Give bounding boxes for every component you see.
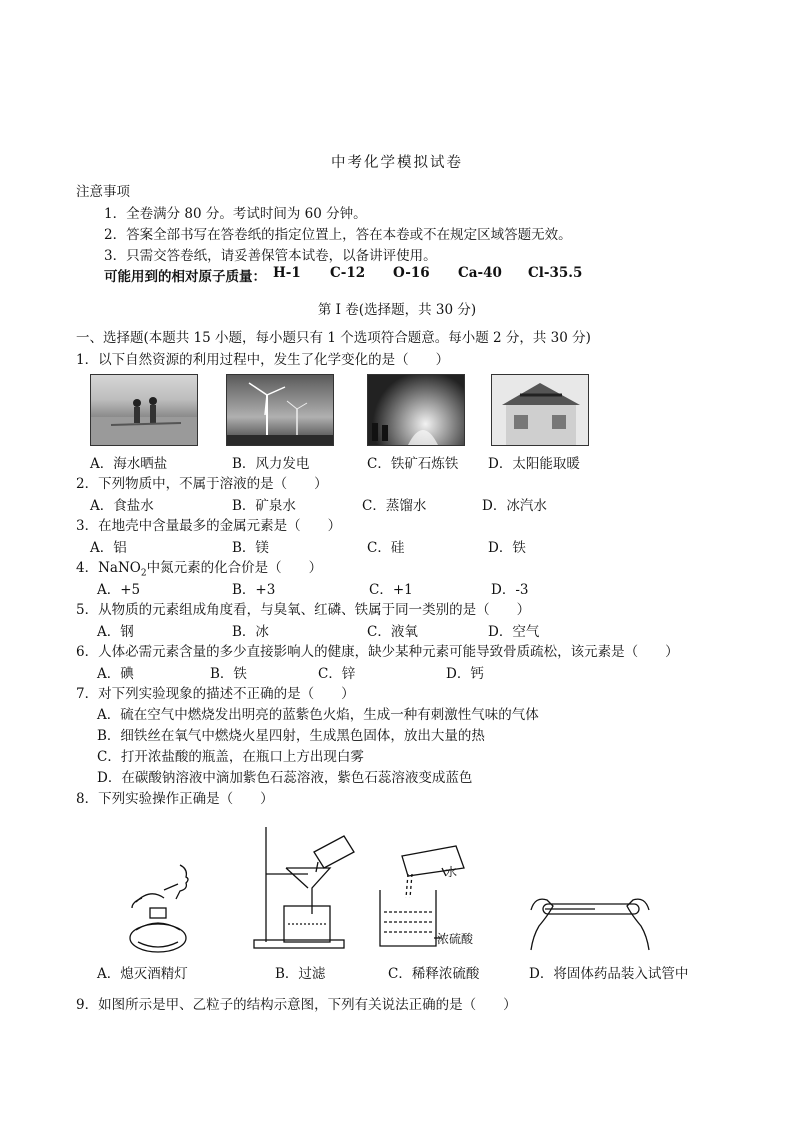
question-1-stem: 1．以下自然资源的利用过程中，发生了化学变化的是（ ） [76,352,450,368]
atomic-mass-cl: Cl-35.5 [528,265,583,281]
q5-option-d: D．空气 [488,624,540,640]
q8-option-c: C．稀释浓硫酸 [388,966,480,982]
question-5-stem: 5．从物质的元素组成角度看，与臭氧、红磷、铁属于同一类别的是（ ） [76,602,531,618]
page-title: 中考化学模拟试卷 [331,155,463,171]
q4-stem-subscript: 2 [140,568,147,579]
q8-option-a: A．熄灭酒精灯 [97,966,188,982]
wind-turbine-photo [226,374,334,446]
q2-option-a: A．食盐水 [90,498,154,514]
q7-option-a: A．硫在空气中燃烧发出明亮的蓝紫色火焰，生成一种有刺激性气味的气体 [97,707,539,723]
q1-option-b: B．风力发电 [232,456,310,472]
question-3-stem: 3．在地壳中含量最多的金属元素是（ ） [76,518,342,534]
atomic-mass-c: C-12 [330,265,366,281]
notice-item: 2．答案全部书写在答卷纸的指定位置上，答在本卷或不在规定区域答题无效。 [104,227,572,243]
q2-option-d: D．冰汽水 [482,498,547,514]
q7-option-c: C．打开浓盐酸的瓶盖，在瓶口上方出现白雾 [97,749,364,765]
q1-option-d: D．太阳能取暖 [488,456,580,472]
q7-option-d: D．在碳酸钠溶液中滴加紫色石蕊溶液，紫色石蕊溶液变成蓝色 [97,770,473,786]
q6-option-a: A．碘 [97,666,134,682]
water-label: 水 [445,865,458,879]
q1-option-c: C．铁矿石炼铁 [367,456,459,472]
q4-option-d: D．-3 [491,582,529,598]
q8-option-d: D．将固体药品装入试管中 [529,966,689,982]
atomic-mass-ca: Ca-40 [458,265,502,281]
question-9-stem: 9．如图所示是甲、乙粒子的结构示意图，下列有关说法正确的是（ ） [76,997,517,1013]
notice-heading: 注意事项 [76,184,130,200]
acid-label: 浓硫酸 [437,932,474,946]
test-tube-diagram [525,880,655,952]
question-7-stem: 7．对下列实验现象的描述不正确的是（ ） [76,686,355,702]
q5-option-b: B．冰 [232,624,269,640]
q5-option-c: C．液氧 [367,624,418,640]
q6-option-b: B．铁 [210,666,247,682]
q5-option-a: A．钢 [97,624,134,640]
q4-stem-post: 中氮元素的化合价是（ ） [146,560,323,576]
filtration-diagram [248,822,358,952]
q2-option-b: B．矿泉水 [232,498,296,514]
q3-option-a: A．铝 [90,540,127,556]
q3-option-d: D．铁 [488,540,526,556]
q1-option-a: A．海水晒盐 [90,456,168,472]
q7-option-b: B．细铁丝在氧气中燃烧火星四射，生成黑色固体，放出大量的热 [97,728,485,744]
section-intro: 一、选择题(本题共 15 小题，每小题只有 1 个选项符合题意。每小题 2 分，共 30 分) [76,330,591,346]
notice-item: 3．只需交答卷纸，请妥善保管本试卷，以备讲评使用。 [104,248,437,264]
q3-option-b: B．镁 [232,540,269,556]
atomic-mass-o: O-16 [393,265,430,281]
solar-heater-photo [491,374,589,446]
q2-option-c: C．蒸馏水 [362,498,427,514]
q3-option-c: C．硅 [367,540,405,556]
q4-option-a: A．+5 [97,582,141,598]
question-8-stem: 8．下列实验操作正确是（ ） [76,791,274,807]
q4-option-b: B．+3 [232,582,276,598]
section-title: 第 I 卷(选择题，共 30 分) [317,302,477,318]
q4-option-c: C．+1 [369,582,413,598]
alcohol-lamp-diagram [120,860,215,955]
atomic-mass-label: 可能用到的相对原子质量： [104,269,266,285]
q4-stem-pre: 4．NaNO [76,560,141,576]
q6-option-c: C．锌 [318,666,356,682]
question-2-stem: 2．下列物质中，不属于溶液的是（ ） [76,476,328,492]
q6-option-d: D．钙 [446,666,484,682]
iron-smelting-photo [367,374,465,446]
sea-salt-photo [90,374,198,446]
q8-option-b: B．过滤 [275,966,326,982]
question-4-stem [76,556,322,579]
question-6-stem: 6．人体必需元素含量的多少直接影响人的健康，缺少某种元素可能导致骨质疏松，该元素是（ ） [76,644,679,660]
notice-item: 1．全卷满分 80 分。考试时间为 60 分钟。 [104,206,367,222]
atomic-mass-h: H-1 [273,265,301,281]
